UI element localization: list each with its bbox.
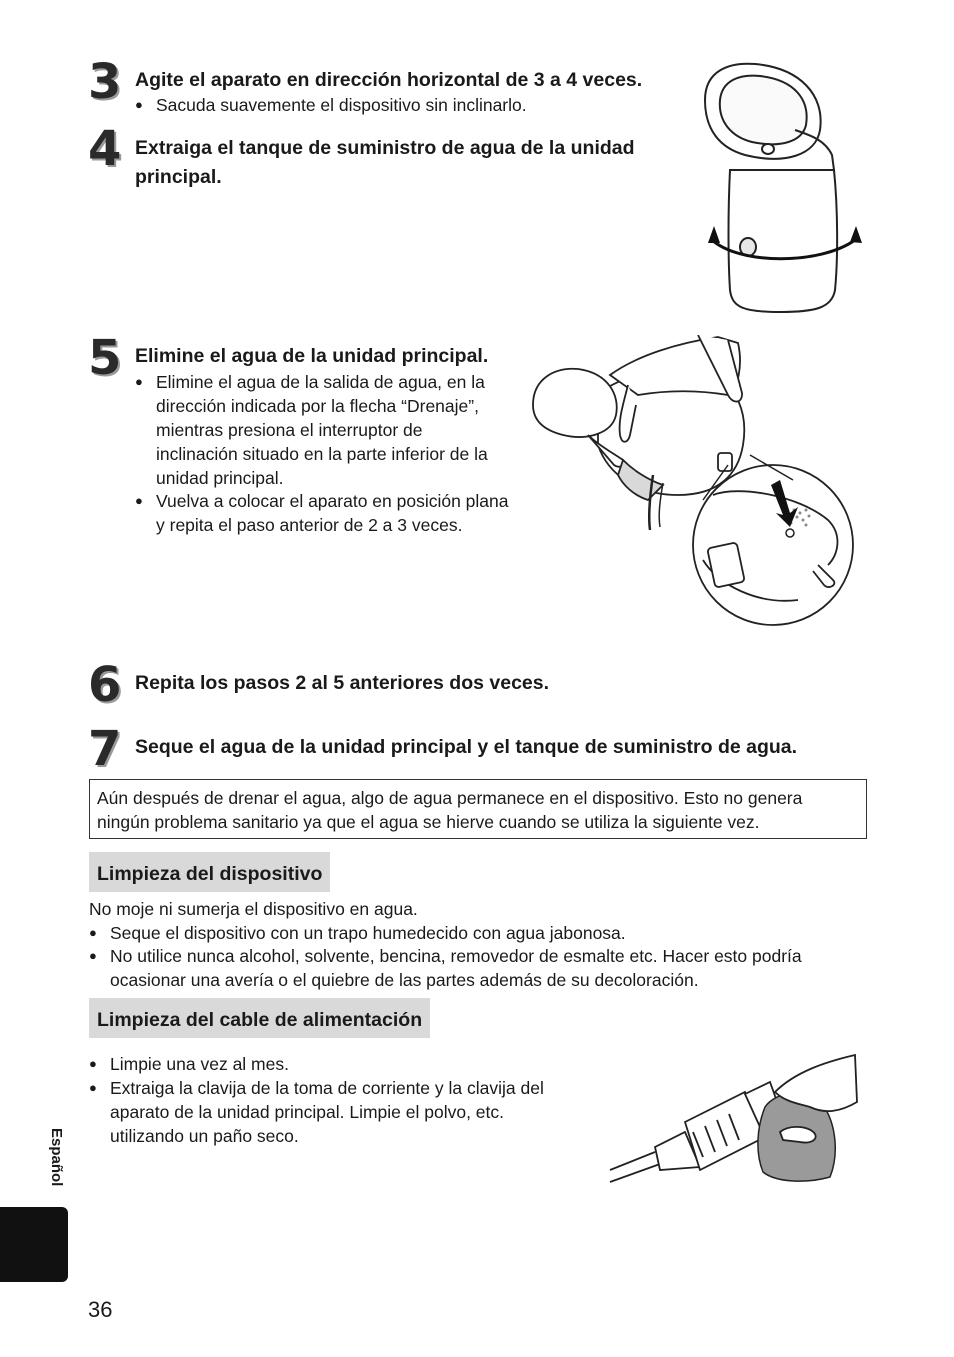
- page-number: 36: [88, 1297, 113, 1322]
- text-line: aparato de la unidad principal. Limpie el polvo, etc.: [110, 1102, 504, 1122]
- cable-bullet-2: [89, 1076, 609, 1148]
- bullet-dot: ●: [89, 925, 97, 940]
- bullet-dot: ●: [89, 948, 97, 963]
- step-5-bullet-2-text: [156, 489, 509, 537]
- bullet-dot: ●: [89, 1056, 97, 1071]
- note-line-1: Aún después de drenar el agua, algo de agua permanece en el dispositivo. Esto no genera: [97, 788, 803, 808]
- section-heading-cable: Limpieza del cable de alimentación: [89, 998, 430, 1038]
- cable-bullet-2-text: [110, 1076, 544, 1148]
- step-6-number: 6: [88, 657, 122, 713]
- side-tab: [0, 1207, 68, 1282]
- step-3-bullet-text: Sacuda suavemente el dispositivo sin inclinarlo.: [156, 95, 527, 115]
- steamer-rotate-illustration: [700, 60, 870, 318]
- text-line: No utilice nunca alcohol, solvente, bencina, removedor de esmalte etc. Hacer esto podría: [110, 946, 802, 966]
- step-4-number: 4: [88, 121, 122, 177]
- device-intro: No moje ni sumerja el dispositivo en agua.: [89, 899, 418, 919]
- step-3-bullet: [135, 93, 675, 117]
- note-line-2: ningún problema sanitario ya que el agua se hierve cuando se utiliza la siguiente vez.: [97, 812, 760, 832]
- step-5-number: 5: [88, 330, 122, 386]
- text-line: Elimine el agua de la salida de agua, en la: [156, 372, 485, 392]
- step-6-title: Repita los pasos 2 al 5 anteriores dos veces.: [135, 672, 550, 694]
- text-line: utilizando un paño seco.: [110, 1126, 299, 1146]
- step-4-title-line-2: principal.: [135, 166, 222, 188]
- text-line: inclinación situado en la parte inferior de la: [156, 444, 488, 464]
- drain-illustration: [528, 335, 858, 631]
- device-bullet-2: [89, 944, 889, 992]
- text-line: mientras presiona el interruptor de: [156, 420, 423, 440]
- bullet-dot: ●: [135, 97, 143, 112]
- text-line: Vuelva a colocar el aparato en posición plana: [156, 491, 509, 511]
- bullet-dot: ●: [135, 374, 143, 389]
- step-3-title: Agite el aparato en dirección horizontal de 3 a 4 veces.: [135, 69, 643, 91]
- text-line: ocasionar una avería o el quiebre de las partes además de su decoloración.: [110, 970, 699, 990]
- plug-cleaning-illustration: [605, 1052, 860, 1187]
- section-heading-device: Limpieza del dispositivo: [89, 852, 330, 892]
- bullet-dot: ●: [135, 493, 143, 508]
- step-3-number: 3: [88, 54, 122, 110]
- text-line: y repita el paso anterior de 2 a 3 veces.: [156, 515, 463, 535]
- device-bullet-1-text: Seque el dispositivo con un trapo humedecido con agua jabonosa.: [110, 923, 626, 943]
- device-bullet-1: [89, 921, 869, 945]
- step-5-title: Elimine el agua de la unidad principal.: [135, 345, 489, 367]
- text-line: unidad principal.: [156, 468, 284, 488]
- step-5-bullet-1: [135, 370, 535, 490]
- step-7-number: 7: [88, 721, 122, 777]
- device-bullet-2-text: [110, 944, 802, 992]
- note-box: [89, 779, 867, 839]
- step-5-bullet-1-text: [156, 370, 488, 490]
- cable-bullet-1-text: Limpie una vez al mes.: [110, 1054, 289, 1074]
- cable-bullet-1: [89, 1052, 609, 1076]
- step-4-title-line-1: Extraiga el tanque de suministro de agua de la unidad: [135, 137, 635, 159]
- bullet-dot: ●: [89, 1080, 97, 1095]
- text-line: dirección indicada por la flecha “Drenaje”,: [156, 396, 479, 416]
- text-line: Extraiga la clavija de la toma de corriente y la clavija del: [110, 1078, 544, 1098]
- step-5-bullet-2: [135, 489, 535, 537]
- step-7-title: Seque el agua de la unidad principal y el tanque de suministro de agua.: [135, 736, 798, 758]
- side-language-label: Español: [48, 1128, 65, 1187]
